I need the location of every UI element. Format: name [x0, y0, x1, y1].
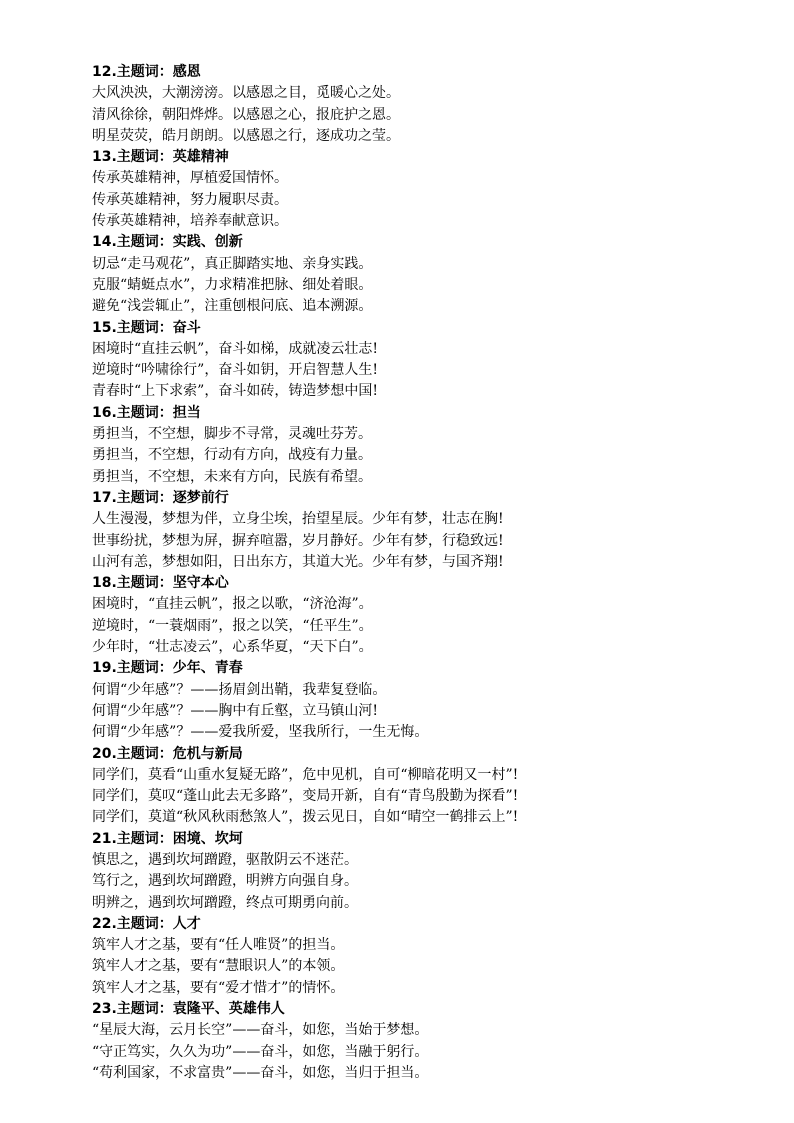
topic-sentence: 传承英雄精神，厚植爱国情怀。 — [92, 170, 288, 187]
topic-sentence: 避免“浅尝辄止”，注重刨根问底、追本溯源。 — [92, 298, 373, 315]
topic-sentence: 传承英雄精神，培养奉献意识。 — [92, 213, 288, 230]
topic-sentence: 勇担当，不空想，脚步不寻常，灵魂吐芬芳。 — [92, 426, 372, 443]
topic-sentence: 筑牢人才之基，要有“任人唯贤”的担当。 — [92, 937, 345, 954]
topic-heading: 16.主题词：担当 — [92, 404, 201, 421]
topic-heading: 18.主题词：坚守本心 — [92, 575, 229, 592]
topic-heading: 14.主题词：实践、创新 — [92, 234, 243, 251]
topic-sentence: 传承英雄精神，努力履职尽责。 — [92, 191, 288, 208]
topic-heading: 12.主题词：感恩 — [92, 64, 201, 80]
topic-section — [92, 232, 732, 317]
topic-sentence: 勇担当，不空想，未来有方向，民族有希望。 — [92, 468, 372, 485]
topic-sentence: 困境时，“直挂云帆”，报之以歌，“济沧海”。 — [92, 596, 373, 613]
topic-sentence: 明辨之，遇到坎坷蹭蹬，终点可期勇向前。 — [92, 894, 358, 911]
topic-sentence: “守正笃实，久久为功”——奋斗，如您，当融于躬行。 — [92, 1043, 429, 1060]
topic-heading: 17.主题词：逐梦前行 — [92, 489, 229, 506]
topic-sentence: 明星荧荧，皓月朗朗。以感恩之行，逐成功之莹。 — [92, 127, 400, 144]
topic-sentence: 切忌“走马观花”，真正脚踏实地、亲身实践。 — [92, 255, 373, 272]
topic-section — [92, 999, 732, 1084]
topic-sentence: 同学们，莫叹“蓬山此去无多路”，变局开新，自有“青鸟殷勤为探看”! — [92, 788, 519, 805]
topic-sentence: 何谓“少年感”？——扬眉剑出鞘，我辈复登临。 — [92, 681, 387, 698]
topic-sentence: 青春时“上下求索”，奋斗如砖，铸造梦想中国! — [92, 383, 378, 400]
topic-heading: 15.主题词：奋斗 — [92, 319, 201, 336]
topic-sentence: 世事纷扰，梦想为屏，摒弃喧嚣，岁月静好。少年有梦，行稳致远! — [92, 532, 504, 549]
topic-sentence: 大风泱泱，大潮滂滂。以感恩之目，觅暖心之处。 — [92, 85, 400, 102]
topic-section — [92, 403, 732, 488]
topic-sentence: “苟利国家，不求富贵”——奋斗，如您，当归于担当。 — [92, 1064, 429, 1081]
topic-sentence: 清风徐徐，朝阳烨烨。以感恩之心，报庇护之恩。 — [92, 106, 400, 123]
topic-section — [92, 658, 732, 743]
topic-section — [92, 147, 732, 232]
topic-section — [92, 488, 732, 573]
topic-sentence: 困境时“直挂云帆”，奋斗如梯，成就凌云壮志! — [92, 340, 378, 357]
topic-heading: 13.主题词：英雄精神 — [92, 149, 229, 166]
topic-sentence: 筑牢人才之基，要有“爱才惜才”的情怀。 — [92, 979, 345, 996]
document-page — [92, 62, 732, 1084]
topic-sentence: 慎思之，遇到坎坷蹭蹬，驱散阴云不迷茫。 — [92, 851, 358, 868]
topic-sentence: 逆境时“吟啸徐行”，奋斗如钥，开启智慧人生! — [92, 362, 378, 379]
topic-heading: 22.主题词：人才 — [92, 915, 201, 932]
topic-heading: 21.主题词：困境、坎坷 — [92, 830, 243, 847]
topic-section — [92, 318, 732, 403]
topic-heading: 20.主题词：危机与新局 — [92, 745, 243, 762]
topic-sentence: 同学们，莫道“秋风秋雨愁煞人”，拨云见日，自如“晴空一鹤排云上”! — [92, 809, 519, 826]
topic-section — [92, 914, 732, 999]
topic-heading: 19.主题词：少年、青春 — [92, 660, 243, 677]
topic-sentence: 何谓“少年感”？——胸中有丘壑，立马镇山河! — [92, 702, 378, 719]
topic-sentence: “星辰大海，云月长空”——奋斗，如您，当始于梦想。 — [92, 1022, 429, 1039]
topic-sentence: 何谓“少年感”？——爱我所爱，坚我所行，一生无悔。 — [92, 724, 429, 741]
topic-section — [92, 829, 732, 914]
topic-sentence: 笃行之，遇到坎坷蹭蹬，明辨方向强自身。 — [92, 873, 358, 890]
topic-sentence: 逆境时，“一蓑烟雨”，报之以笑，“任平生”。 — [92, 617, 373, 634]
topic-section — [92, 62, 732, 147]
topic-sentence: 人生漫漫，梦想为伴，立身尘埃，抬望星辰。少年有梦，壮志在胸! — [92, 511, 504, 528]
topic-sentence: 克服“蜻蜓点水”，力求精准把脉、细处着眼。 — [92, 276, 373, 293]
topic-section — [92, 573, 732, 658]
topic-sentence: 同学们，莫看“山重水复疑无路”，危中见机，自可“柳暗花明又一村”! — [92, 766, 519, 783]
topic-sentence: 筑牢人才之基，要有“慧眼识人”的本领。 — [92, 958, 345, 975]
topic-sentence: 山河有恙，梦想如阳，日出东方，其道大光。少年有梦，与国齐翔! — [92, 553, 504, 570]
topic-sentence: 勇担当，不空想，行动有方向，战疫有力量。 — [92, 447, 372, 464]
topic-section — [92, 744, 732, 829]
topic-sentence: 少年时，“壮志凌云”，心系华夏，“天下白”。 — [92, 639, 373, 656]
topic-heading: 23.主题词：袁隆平、英雄伟人 — [92, 1001, 285, 1018]
